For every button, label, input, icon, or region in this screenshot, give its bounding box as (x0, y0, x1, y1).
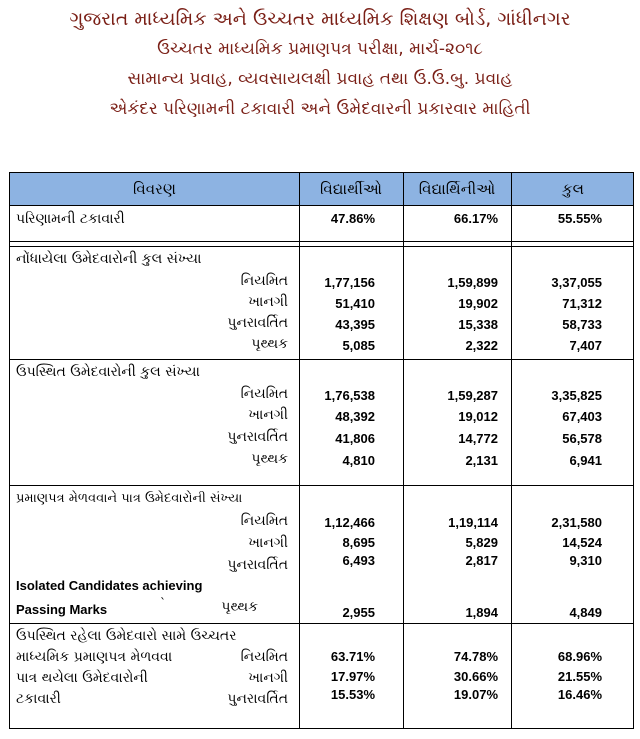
row-label: નિયમિત (240, 386, 288, 402)
report-title: એકંદર પરિણામની ટકાવારી અને ઉમેદવારની પ્રકારવાર માહિતી (109, 99, 531, 119)
isolated-candidates-label: Isolated Candidates achieving (16, 578, 203, 593)
cell-value: 2,31,580 (551, 515, 602, 530)
cell-value: 15.53% (330, 687, 375, 702)
isolated-tick-mark: ` (160, 596, 166, 610)
cell-value: 51,410 (335, 296, 375, 311)
registered-section-label: નોંધાયેલા ઉમેદવારોની કુલ સંખ્યા (16, 251, 202, 267)
cell-value: 2,817 (465, 553, 498, 568)
row-label: પૃથ્થક (251, 336, 288, 352)
present-section-label: ઉપસ્થિત ઉમેદવારોની કુલ સંખ્યા (16, 364, 200, 380)
cell-value: 7,407 (569, 338, 602, 353)
cell-value: 43,395 (335, 317, 375, 332)
cell-value: 68.96% (557, 649, 602, 664)
cell-value: 6,493 (342, 553, 375, 568)
cell-value: 55.55% (557, 211, 602, 226)
cell-value: 14,524 (562, 535, 602, 550)
row-label: ખાનગી (248, 670, 288, 686)
cell-value: 1,894 (465, 605, 498, 620)
row-divider (10, 623, 633, 624)
cell-value: 17.97% (330, 669, 375, 684)
row-label: નિયમિત (240, 513, 288, 529)
cell-value: 15,338 (458, 317, 498, 332)
column-divider (299, 173, 300, 728)
cell-value: 16.46% (557, 687, 602, 702)
header-girls: વિદ્યાર્થિનીઓ (418, 180, 496, 198)
cell-value: 1,59,287 (447, 388, 498, 403)
cell-value: 1,59,899 (447, 275, 498, 290)
cell-value: 9,310 (569, 553, 602, 568)
percentage-label-line3: પાત્ર થયેલા ઉમેદવારોની (16, 670, 148, 686)
cell-value: 14,772 (458, 431, 498, 446)
cell-value: 1,12,466 (324, 515, 375, 530)
eligible-section-label: પ્રમાણપત્ર મેળવવાને પાત્ર ઉમેદવારોની સંખ્યા (16, 491, 243, 506)
cell-value: 56,578 (562, 431, 602, 446)
cell-value: 2,955 (342, 605, 375, 620)
cell-value: 19,012 (458, 409, 498, 424)
row-label: ખાનગી (248, 535, 288, 551)
row-label: પુનરાવર્તિત (227, 557, 288, 573)
row-label: ખાનગી (248, 407, 288, 423)
row-divider (10, 241, 633, 242)
row-label: ખાનગી (248, 294, 288, 310)
header-description: વિવરણ (133, 180, 176, 198)
cell-value: 63.71% (330, 649, 375, 664)
cell-value: 30.66% (453, 669, 498, 684)
row-label: નિયમિત (240, 273, 288, 289)
cell-value: 19.07% (453, 687, 498, 702)
streams-title: સામાન્ય પ્રવાહ, વ્યવસાયલક્ષી પ્રવાહ તથા ઉ.ઉ.બુ. પ્રવાહ (127, 69, 513, 89)
cell-value: 8,695 (342, 535, 375, 550)
row-divider (10, 485, 633, 486)
document-header (0, 4, 640, 124)
column-divider (403, 173, 404, 728)
results-table (9, 172, 634, 729)
cell-value: 21.55% (557, 669, 602, 684)
column-divider (511, 173, 512, 728)
cell-value: 19,902 (458, 296, 498, 311)
cell-value: 4,810 (342, 453, 375, 468)
cell-value: 6,941 (569, 453, 602, 468)
row-divider (10, 246, 633, 247)
cell-value: 3,35,825 (551, 388, 602, 403)
cell-value: 1,76,538 (324, 388, 375, 403)
percentage-label-line2: માધ્યમિક પ્રમાણપત્ર મેળવવા (16, 649, 173, 665)
cell-value: 1,19,114 (448, 515, 498, 530)
header-boys: વિદ્યાર્થીઓ (320, 180, 382, 198)
cell-value: 47.86% (330, 211, 375, 226)
row-divider (10, 205, 633, 206)
cell-value: 66.17% (453, 211, 498, 226)
cell-value: 41,806 (335, 431, 375, 446)
cell-value: 67,403 (562, 409, 602, 424)
row-label: પૃથ્થક (221, 599, 258, 615)
cell-value: 48,392 (335, 409, 375, 424)
cell-value: 74.78% (453, 649, 498, 664)
cell-value: 5,829 (465, 535, 498, 550)
board-title: ગુજરાત માધ્યમિક અને ઉચ્ચતર માધ્યમિક શિક્ષણ બોર્ડ, ગાંધીનગર (69, 8, 571, 30)
cell-value: 1,77,156 (324, 275, 375, 290)
cell-value: 5,085 (342, 338, 375, 353)
percentage-label-line1: ઉપસ્થિત રહેલા ઉમેદવારો સામે ઉચ્ચતર (16, 628, 237, 644)
cell-value: 2,322 (465, 338, 498, 353)
cell-value: 2,131 (465, 453, 498, 468)
percentage-label-line4: ટકાવારી (16, 691, 61, 707)
row-label: પુનરાવર્તિત (227, 315, 288, 331)
result-percentage-label: પરિણામની ટકાવારી (16, 211, 125, 227)
passing-marks-label: Passing Marks (16, 602, 108, 617)
row-label: પુનરાવર્તિત (227, 691, 288, 707)
cell-value: 71,312 (562, 296, 602, 311)
cell-value: 58,733 (562, 317, 602, 332)
exam-title: ઉચ્ચતર માધ્યમિક પ્રમાણપત્ર પરીક્ષા, માર્ચ-૨૦૧૮ (157, 39, 483, 59)
cell-value: 4,849 (569, 605, 602, 620)
header-total: કુલ (562, 180, 584, 198)
row-divider (10, 359, 633, 360)
row-label: પુનરાવર્તિત (227, 429, 288, 445)
cell-value: 3,37,055 (551, 275, 602, 290)
row-label: નિયમિત (240, 649, 288, 665)
row-label: પૃથ્થક (251, 451, 288, 467)
